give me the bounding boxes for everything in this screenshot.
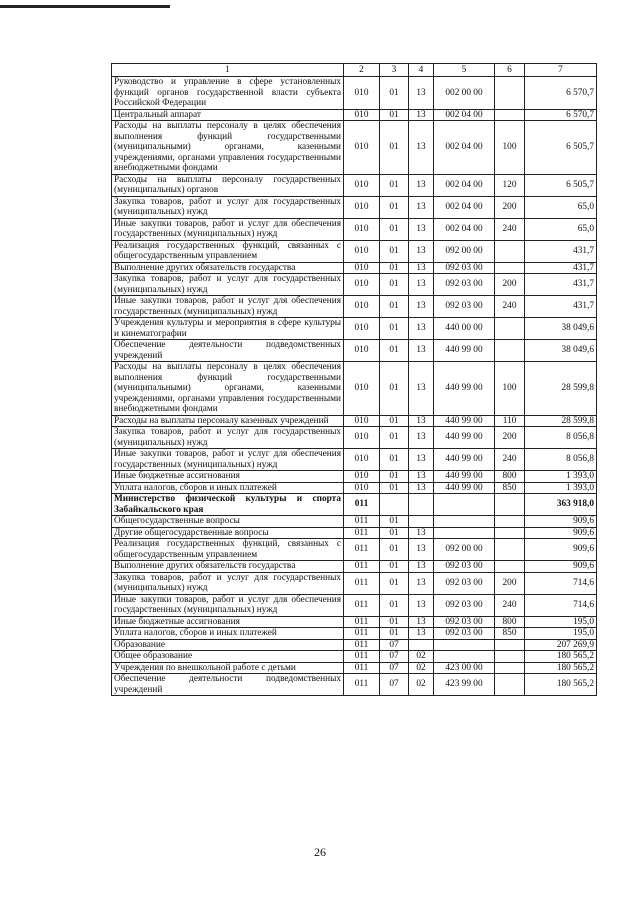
row-amount: 195,0 <box>525 628 597 640</box>
row-subsection-code: 13 <box>409 218 434 240</box>
row-name: Расходы на выплаты персоналу казенных учреждений <box>112 415 344 427</box>
row-ministry-code: 010 <box>344 240 380 262</box>
row-section-code: 01 <box>380 572 409 594</box>
row-amount: 363 918,0 <box>525 494 597 516</box>
row-target-code: 092 03 00 <box>434 572 495 594</box>
row-name: Иные закупки товаров, работ и услуг для обеспечения государственных (муниципальных) нужд <box>112 449 344 471</box>
table-row <box>112 318 597 340</box>
row-expense-type-code: 200 <box>495 427 525 449</box>
row-expense-type-code: 850 <box>495 628 525 640</box>
row-amount: 1 393,0 <box>525 482 597 494</box>
table-row <box>112 174 597 196</box>
row-amount: 38 049,6 <box>525 340 597 362</box>
row-ministry-code: 011 <box>344 662 380 674</box>
row-amount: 431,7 <box>525 274 597 296</box>
row-expense-type-code: 100 <box>495 121 525 175</box>
table-row <box>112 471 597 483</box>
row-name: Министерство физической культуры и спорта Забайкальского края <box>112 494 344 516</box>
row-expense-type-code: 120 <box>495 174 525 196</box>
row-amount: 28 599,8 <box>525 415 597 427</box>
row-target-code: 423 99 00 <box>434 674 495 696</box>
row-target-code: 440 99 00 <box>434 362 495 416</box>
row-section-code: 01 <box>380 274 409 296</box>
row-amount: 65,0 <box>525 196 597 218</box>
row-section-code: 01 <box>380 121 409 175</box>
row-amount: 28 599,8 <box>525 362 597 416</box>
row-name: Общегосударственные вопросы <box>112 516 344 528</box>
row-section-code: 01 <box>380 296 409 318</box>
row-subsection-code: 13 <box>409 415 434 427</box>
row-ministry-code: 011 <box>344 674 380 696</box>
row-amount: 431,7 <box>525 240 597 262</box>
row-ministry-code: 010 <box>344 415 380 427</box>
row-name: Руководство и управление в сфере установленных функций органов государственной власти субъекта Российской Федерации <box>112 77 344 110</box>
row-target-code: 002 04 00 <box>434 121 495 175</box>
table-row <box>112 449 597 471</box>
row-section-code: 01 <box>380 362 409 416</box>
row-expense-type-code: 240 <box>495 296 525 318</box>
row-subsection-code: 13 <box>409 561 434 573</box>
row-ministry-code: 011 <box>344 594 380 616</box>
row-target-code: 440 99 00 <box>434 471 495 483</box>
row-amount: 6 570,7 <box>525 77 597 110</box>
row-ministry-code: 010 <box>344 77 380 110</box>
table-row <box>112 651 597 663</box>
row-ministry-code: 011 <box>344 572 380 594</box>
row-ministry-code: 010 <box>344 262 380 274</box>
table-row <box>112 340 597 362</box>
row-amount: 180 565,2 <box>525 651 597 663</box>
row-subsection-code: 13 <box>409 318 434 340</box>
row-subsection-code: 13 <box>409 340 434 362</box>
table-row <box>112 639 597 651</box>
row-amount: 431,7 <box>525 262 597 274</box>
row-subsection-code <box>409 639 434 651</box>
row-section-code: 01 <box>380 449 409 471</box>
row-section-code: 01 <box>380 594 409 616</box>
row-section-code: 01 <box>380 174 409 196</box>
row-amount: 8 056,8 <box>525 449 597 471</box>
row-ministry-code: 010 <box>344 449 380 471</box>
row-subsection-code: 13 <box>409 262 434 274</box>
row-section-code: 07 <box>380 651 409 663</box>
row-ministry-code: 011 <box>344 616 380 628</box>
row-ministry-code: 010 <box>344 274 380 296</box>
row-expense-type-code: 800 <box>495 471 525 483</box>
budget-table <box>111 63 597 696</box>
row-section-code: 01 <box>380 482 409 494</box>
row-amount: 909,6 <box>525 516 597 528</box>
header-cell: 4 <box>409 64 434 77</box>
table-row <box>112 628 597 640</box>
table-row <box>112 121 597 175</box>
row-amount: 8 056,8 <box>525 427 597 449</box>
row-section-code: 01 <box>380 471 409 483</box>
header-cell: 2 <box>344 64 380 77</box>
row-subsection-code: 13 <box>409 427 434 449</box>
row-expense-type-code <box>495 262 525 274</box>
table-row <box>112 561 597 573</box>
row-subsection-code: 13 <box>409 594 434 616</box>
row-amount: 6 505,7 <box>525 174 597 196</box>
row-expense-type-code <box>495 318 525 340</box>
row-ministry-code: 011 <box>344 494 380 516</box>
row-ministry-code: 010 <box>344 362 380 416</box>
row-expense-type-code <box>495 109 525 121</box>
row-amount: 714,6 <box>525 594 597 616</box>
row-ministry-code: 010 <box>344 121 380 175</box>
row-section-code <box>380 494 409 516</box>
row-subsection-code <box>409 516 434 528</box>
row-amount: 38 049,6 <box>525 318 597 340</box>
row-expense-type-code: 240 <box>495 594 525 616</box>
row-expense-type-code <box>495 662 525 674</box>
row-amount: 6 505,7 <box>525 121 597 175</box>
row-name: Расходы на выплаты персоналу в целях обеспечения выполнения функций государственными (муниципальными) органами, казенными учреждениями, органами управления государственными внебюджетными фондами <box>112 121 344 175</box>
row-subsection-code: 13 <box>409 482 434 494</box>
row-subsection-code: 13 <box>409 449 434 471</box>
table-row <box>112 240 597 262</box>
row-section-code: 07 <box>380 639 409 651</box>
row-ministry-code: 010 <box>344 340 380 362</box>
row-section-code: 01 <box>380 109 409 121</box>
row-amount: 180 565,2 <box>525 662 597 674</box>
row-amount: 431,7 <box>525 296 597 318</box>
row-expense-type-code <box>495 651 525 663</box>
row-target-code: 092 00 00 <box>434 240 495 262</box>
row-subsection-code: 13 <box>409 616 434 628</box>
row-ministry-code: 011 <box>344 561 380 573</box>
row-section-code: 01 <box>380 561 409 573</box>
row-target-code: 092 03 00 <box>434 296 495 318</box>
row-name: Другие общегосударственные вопросы <box>112 527 344 539</box>
row-target-code <box>434 651 495 663</box>
row-subsection-code: 02 <box>409 662 434 674</box>
header-cell: 5 <box>434 64 495 77</box>
row-target-code: 440 99 00 <box>434 449 495 471</box>
row-expense-type-code <box>495 539 525 561</box>
row-expense-type-code <box>495 494 525 516</box>
row-subsection-code: 13 <box>409 628 434 640</box>
row-target-code: 440 99 00 <box>434 482 495 494</box>
table-row <box>112 494 597 516</box>
row-name: Учреждения по внешкольной работе с детьми <box>112 662 344 674</box>
table-row <box>112 77 597 110</box>
row-name: Реализация государственных функций, связанных с общегосударственным управлением <box>112 539 344 561</box>
row-ministry-code: 010 <box>344 109 380 121</box>
row-amount: 909,6 <box>525 539 597 561</box>
row-expense-type-code: 100 <box>495 362 525 416</box>
row-name: Уплата налогов, сборов и иных платежей <box>112 482 344 494</box>
row-expense-type-code: 110 <box>495 415 525 427</box>
row-expense-type-code: 200 <box>495 274 525 296</box>
row-ministry-code: 011 <box>344 651 380 663</box>
row-name: Общее образование <box>112 651 344 663</box>
row-target-code: 440 00 00 <box>434 318 495 340</box>
row-subsection-code: 13 <box>409 572 434 594</box>
row-subsection-code: 02 <box>409 651 434 663</box>
row-ministry-code: 010 <box>344 218 380 240</box>
row-expense-type-code <box>495 639 525 651</box>
table-row <box>112 482 597 494</box>
table-header-row <box>112 64 597 77</box>
row-name: Закупка товаров, работ и услуг для государственных (муниципальных) нужд <box>112 196 344 218</box>
row-name: Расходы на выплаты персоналу в целях обеспечения выполнения функций государственными (муниципальными) органами, казенными учреждениями, органами управления государственными внебюджетными фондами <box>112 362 344 416</box>
row-section-code: 01 <box>380 527 409 539</box>
header-cell: 1 <box>112 64 344 77</box>
row-expense-type-code: 200 <box>495 572 525 594</box>
row-amount: 180 565,2 <box>525 674 597 696</box>
row-section-code: 07 <box>380 662 409 674</box>
row-expense-type-code <box>495 516 525 528</box>
row-subsection-code: 13 <box>409 121 434 175</box>
top-rule <box>0 5 170 8</box>
table-row <box>112 616 597 628</box>
row-subsection-code: 13 <box>409 539 434 561</box>
table-row <box>112 527 597 539</box>
row-amount: 714,6 <box>525 572 597 594</box>
row-name: Закупка товаров, работ и услуг для государственных (муниципальных) нужд <box>112 427 344 449</box>
header-cell: 6 <box>495 64 525 77</box>
row-amount: 909,6 <box>525 527 597 539</box>
row-subsection-code <box>409 494 434 516</box>
row-name: Расходы на выплаты персоналу государственных (муниципальных) органов <box>112 174 344 196</box>
row-name: Обеспечение деятельности подведомственных учреждений <box>112 340 344 362</box>
row-subsection-code: 13 <box>409 109 434 121</box>
row-section-code: 01 <box>380 616 409 628</box>
row-ministry-code: 011 <box>344 639 380 651</box>
row-subsection-code: 13 <box>409 77 434 110</box>
row-subsection-code: 13 <box>409 471 434 483</box>
row-target-code: 440 99 00 <box>434 427 495 449</box>
row-ministry-code: 011 <box>344 516 380 528</box>
row-expense-type-code: 200 <box>495 196 525 218</box>
row-section-code: 01 <box>380 77 409 110</box>
row-target-code: 440 99 00 <box>434 415 495 427</box>
row-subsection-code: 13 <box>409 240 434 262</box>
row-ministry-code: 010 <box>344 174 380 196</box>
table-row <box>112 427 597 449</box>
table-row <box>112 218 597 240</box>
row-subsection-code: 13 <box>409 174 434 196</box>
row-name: Иные бюджетные ассигнования <box>112 471 344 483</box>
row-name: Закупка товаров, работ и услуг для государственных (муниципальных) нужд <box>112 572 344 594</box>
row-ministry-code: 010 <box>344 196 380 218</box>
row-section-code: 01 <box>380 218 409 240</box>
row-subsection-code: 13 <box>409 274 434 296</box>
row-target-code <box>434 639 495 651</box>
row-amount: 6 570,7 <box>525 109 597 121</box>
header-cell: 3 <box>380 64 409 77</box>
row-ministry-code: 010 <box>344 471 380 483</box>
row-section-code: 01 <box>380 415 409 427</box>
row-target-code: 092 03 00 <box>434 616 495 628</box>
row-expense-type-code: 240 <box>495 449 525 471</box>
row-ministry-code: 010 <box>344 482 380 494</box>
row-ministry-code: 011 <box>344 539 380 561</box>
row-target-code: 092 03 00 <box>434 274 495 296</box>
row-section-code: 01 <box>380 628 409 640</box>
row-expense-type-code <box>495 527 525 539</box>
row-amount: 195,0 <box>525 616 597 628</box>
table-row <box>112 674 597 696</box>
row-ministry-code: 011 <box>344 527 380 539</box>
row-target-code: 002 04 00 <box>434 218 495 240</box>
row-name: Образование <box>112 639 344 651</box>
row-section-code: 01 <box>380 196 409 218</box>
row-name: Выполнение других обязательств государства <box>112 561 344 573</box>
row-target-code <box>434 527 495 539</box>
table-row <box>112 109 597 121</box>
table-row <box>112 415 597 427</box>
row-subsection-code: 13 <box>409 527 434 539</box>
row-amount: 207 269,9 <box>525 639 597 651</box>
table-row <box>112 516 597 528</box>
row-section-code: 01 <box>380 318 409 340</box>
row-target-code <box>434 516 495 528</box>
table-row <box>112 296 597 318</box>
row-section-code: 01 <box>380 516 409 528</box>
row-ministry-code: 010 <box>344 318 380 340</box>
row-target-code: 002 04 00 <box>434 196 495 218</box>
row-section-code: 01 <box>380 539 409 561</box>
row-expense-type-code: 800 <box>495 616 525 628</box>
row-target-code: 092 03 00 <box>434 628 495 640</box>
row-name: Уплата налогов, сборов и иных платежей <box>112 628 344 640</box>
row-name: Выполнение других обязательств государства <box>112 262 344 274</box>
row-expense-type-code: 850 <box>495 482 525 494</box>
row-expense-type-code: 240 <box>495 218 525 240</box>
row-expense-type-code <box>495 561 525 573</box>
row-target-code: 423 00 00 <box>434 662 495 674</box>
row-ministry-code: 010 <box>344 427 380 449</box>
row-target-code: 092 03 00 <box>434 594 495 616</box>
row-name: Иные закупки товаров, работ и услуг для обеспечения государственных (муниципальных) нужд <box>112 218 344 240</box>
row-name: Реализация государственных функций, связанных с общегосударственным управлением <box>112 240 344 262</box>
table-row <box>112 662 597 674</box>
row-target-code <box>434 494 495 516</box>
row-section-code: 01 <box>380 240 409 262</box>
row-target-code: 002 04 00 <box>434 174 495 196</box>
row-target-code: 002 04 00 <box>434 109 495 121</box>
row-target-code: 092 03 00 <box>434 561 495 573</box>
row-expense-type-code <box>495 77 525 110</box>
table-row <box>112 539 597 561</box>
row-subsection-code: 13 <box>409 196 434 218</box>
row-section-code: 01 <box>380 427 409 449</box>
table-row <box>112 262 597 274</box>
row-subsection-code: 13 <box>409 362 434 416</box>
row-subsection-code: 02 <box>409 674 434 696</box>
table-body <box>112 77 597 696</box>
row-section-code: 07 <box>380 674 409 696</box>
row-name: Иные закупки товаров, работ и услуг для обеспечения государственных (муниципальных) нужд <box>112 594 344 616</box>
row-name: Иные закупки товаров, работ и услуг для обеспечения государственных (муниципальных) нужд <box>112 296 344 318</box>
row-expense-type-code <box>495 674 525 696</box>
row-target-code: 092 00 00 <box>434 539 495 561</box>
row-target-code: 440 99 00 <box>434 340 495 362</box>
table-row <box>112 594 597 616</box>
page-number: 26 <box>314 845 326 859</box>
row-amount: 1 393,0 <box>525 471 597 483</box>
row-expense-type-code <box>495 340 525 362</box>
row-target-code: 092 03 00 <box>434 262 495 274</box>
row-subsection-code: 13 <box>409 296 434 318</box>
table-row <box>112 572 597 594</box>
row-name: Учреждения культуры и мероприятия в сфере культуры и кинематографии <box>112 318 344 340</box>
row-name: Центральный аппарат <box>112 109 344 121</box>
row-expense-type-code <box>495 240 525 262</box>
row-name: Обеспечение деятельности подведомственных учреждений <box>112 674 344 696</box>
table-row <box>112 196 597 218</box>
row-name: Иные бюджетные ассигнования <box>112 616 344 628</box>
table-row <box>112 362 597 416</box>
row-amount: 65,0 <box>525 218 597 240</box>
row-section-code: 01 <box>380 340 409 362</box>
row-amount: 909,6 <box>525 561 597 573</box>
table-row <box>112 274 597 296</box>
row-section-code: 01 <box>380 262 409 274</box>
row-target-code: 002 00 00 <box>434 77 495 110</box>
row-name: Закупка товаров, работ и услуг для государственных (муниципальных) нужд <box>112 274 344 296</box>
header-cell: 7 <box>525 64 597 77</box>
row-ministry-code: 011 <box>344 628 380 640</box>
row-ministry-code: 010 <box>344 296 380 318</box>
